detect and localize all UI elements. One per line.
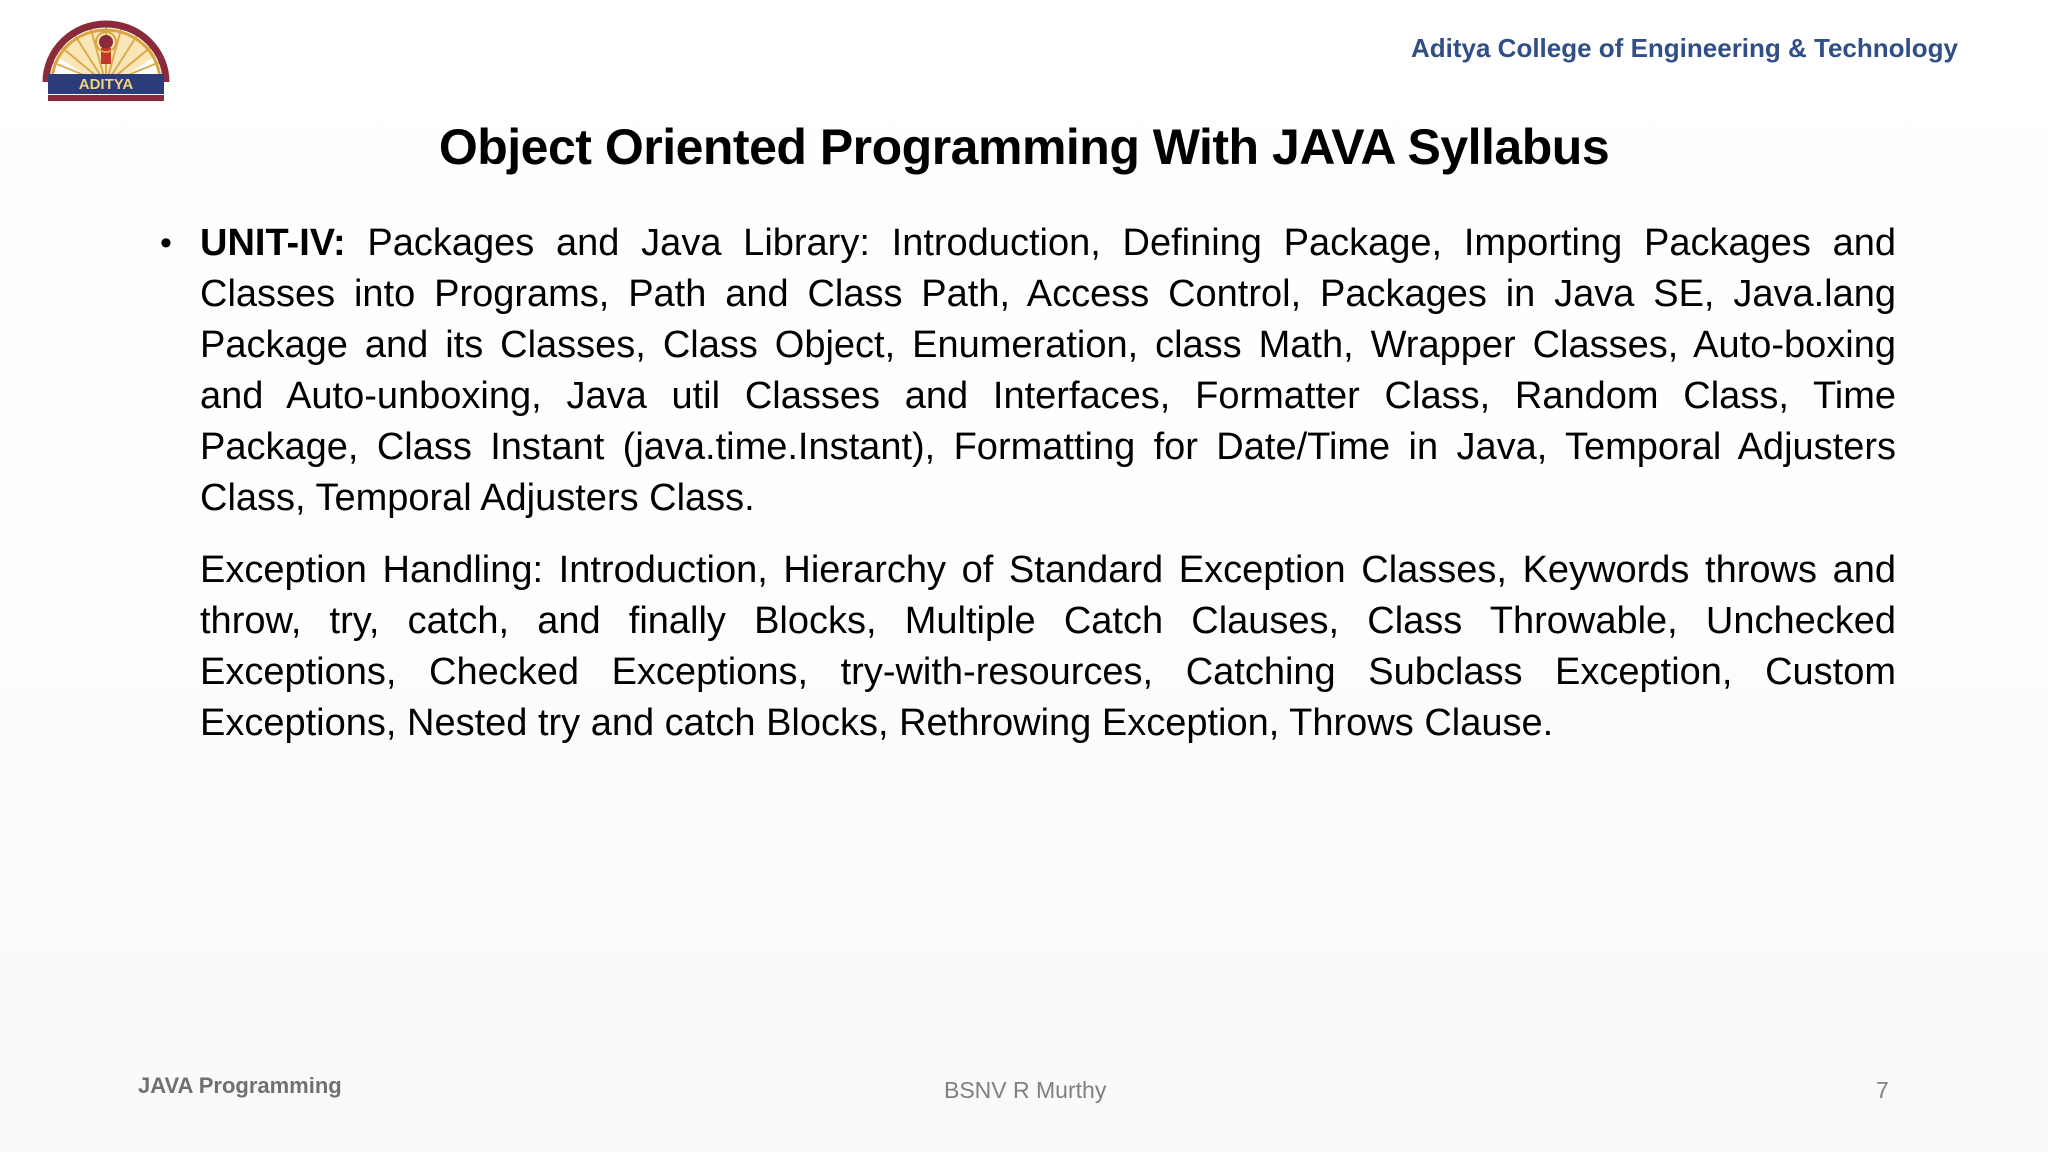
- unit-paragraph: [160, 218, 1896, 524]
- footer-course: JAVA Programming: [138, 1073, 342, 1098]
- footer-page-number: 7: [1876, 1077, 1889, 1103]
- slide-content: [160, 218, 1896, 770]
- exception-paragraph: Exception Handling: Introduction, Hierarchy of Standard Exception Classes, Keywords throws and throw, try, catch, and finally Blocks, Multiple Catch Clauses, Class Throwable, Unchecked Exceptions, Checked Exceptions, try-with-resources, Catching Subclass Exception, Custom Exceptions, Nested try and catch Blocks, Rethrowing Exception, Throws Clause.: [200, 549, 1896, 744]
- unit-description: Packages and Java Library: Introduction, Defining Package, Importing Packages and Classes into Programs, Path and Class Path, Access Control, Packages in Java SE, Java.lang Package and its Classes, Class Object, Enumeration, class Math, Wrapper Classes, Auto-boxing and Auto-unboxing, Java util Classes and Interfaces, Formatter Class, Random Class, Time Package, Class Instant (java.time.Instant), Formatting for Date/Time in Java, Temporal Adjusters Class, Temporal Adjusters Class.: [200, 222, 1896, 519]
- unit-label: UNIT-IV:: [200, 222, 346, 264]
- college-emblem-icon: [38, 18, 174, 104]
- bullet-icon: •: [160, 224, 172, 262]
- footer-author: BSNV R Murthy: [944, 1077, 1107, 1103]
- college-name: Aditya College of Engineering & Technology: [1410, 33, 1958, 63]
- slide-title: Object Oriented Programming With JAVA Syllabus: [438, 119, 1610, 175]
- logo-text: ADITYA: [78, 76, 134, 93]
